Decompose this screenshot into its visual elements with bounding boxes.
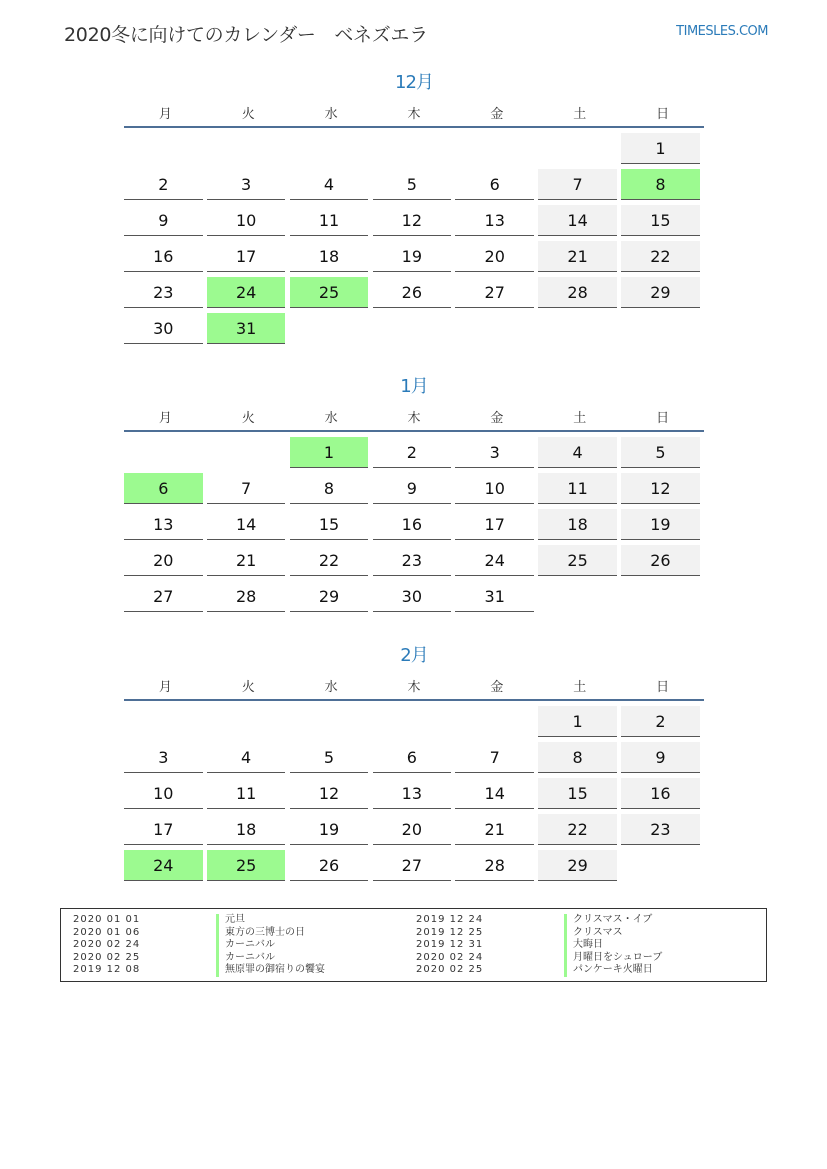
day-cell[interactable]: 2 [124,169,203,200]
weekday-label: 木 [407,679,421,695]
day-cell[interactable]: 6 [373,742,452,773]
empty-cell [207,133,286,164]
legend-date: 2019 12 31 [416,939,484,950]
day-cell[interactable]: 11 [538,473,617,504]
day-cell[interactable]: 18 [538,509,617,540]
week-row [124,814,704,850]
week-row [124,473,704,509]
day-cell[interactable]: 6 [455,169,534,200]
empty-cell [455,313,534,344]
weekday-label: 土 [573,679,587,695]
day-cell[interactable]: 25 [207,850,286,881]
empty-cell [373,133,452,164]
empty-cell [373,313,452,344]
week-row [124,313,704,349]
weekday-label: 日 [656,106,670,122]
day-cell[interactable]: 10 [124,778,203,809]
day-cell[interactable]: 23 [124,277,203,308]
month-title: 2月 [400,645,428,666]
day-cell[interactable]: 1 [290,437,369,468]
week-row [124,509,704,545]
header-divider [124,699,704,701]
legend-holiday-name: クリスマス [564,927,662,940]
day-cell[interactable]: 14 [455,778,534,809]
day-cell[interactable]: 16 [621,778,700,809]
weekday-header [124,98,704,126]
day-cell[interactable]: 19 [373,241,452,272]
day-cell[interactable]: 2 [373,437,452,468]
legend-holiday-name: 元旦 [216,914,325,927]
empty-cell [124,437,203,468]
weekday-label: 火 [241,106,255,122]
weekday-label: 土 [573,106,587,122]
day-cell[interactable]: 9 [124,205,203,236]
weekday-label: 木 [407,410,421,426]
day-cell[interactable]: 13 [455,205,534,236]
legend-left-names [216,914,325,977]
day-cell[interactable]: 12 [290,778,369,809]
empty-cell [621,850,700,881]
day-cell[interactable]: 28 [207,581,286,612]
day-cell[interactable]: 8 [538,742,617,773]
day-cell[interactable]: 1 [538,706,617,737]
day-cell[interactable]: 17 [207,241,286,272]
legend-holiday-name: 東方の三博士の日 [216,927,325,940]
page-title: 2020冬に向けてのカレンダー ベネズエラ [64,24,428,46]
week-row [124,850,704,886]
week-row [124,205,704,241]
weekday-label: 日 [656,679,670,695]
day-cell[interactable]: 30 [124,313,203,344]
weekday-label: 火 [241,410,255,426]
day-cell[interactable]: 21 [538,241,617,272]
day-cell[interactable]: 28 [455,850,534,881]
day-cell[interactable]: 5 [621,437,700,468]
empty-cell [621,581,700,612]
weekday-label: 金 [490,410,504,426]
day-cell[interactable]: 12 [373,205,452,236]
empty-cell [538,313,617,344]
day-cell[interactable]: 14 [538,205,617,236]
day-cell[interactable]: 3 [455,437,534,468]
legend-date: 2019 12 08 [73,964,141,975]
day-cell[interactable]: 11 [207,778,286,809]
legend-right-dates [416,914,483,977]
weekday-header [124,402,704,430]
day-cell[interactable]: 7 [207,473,286,504]
day-cell[interactable]: 13 [373,778,452,809]
day-cell[interactable]: 3 [124,742,203,773]
weekday-label: 月 [158,410,172,426]
day-cell[interactable]: 20 [124,545,203,576]
month-calendar [124,68,704,349]
legend-holiday-name: カーニバル [216,952,325,965]
day-cell[interactable]: 24 [124,850,203,881]
day-cell[interactable]: 2 [621,706,700,737]
week-row [124,241,704,277]
weekday-label: 水 [324,410,338,426]
day-cell[interactable]: 28 [538,277,617,308]
weekday-label: 水 [324,679,338,695]
day-cell[interactable]: 16 [373,509,452,540]
day-cell[interactable]: 13 [124,509,203,540]
day-cell[interactable]: 8 [290,473,369,504]
day-cell[interactable]: 31 [455,581,534,612]
legend-date: 2020 02 24 [416,951,484,963]
day-cell[interactable]: 29 [621,277,700,308]
day-cell[interactable]: 26 [621,545,700,576]
empty-cell [455,133,534,164]
day-cell[interactable]: 21 [455,814,534,845]
legend-holiday-name: クリスマス・イブ [564,914,662,927]
week-row [124,581,704,617]
day-cell[interactable]: 31 [207,313,286,344]
month-calendar [124,641,704,886]
legend-date: 2020 01 06 [73,926,141,938]
day-cell[interactable]: 8 [621,169,700,200]
empty-cell [621,313,700,344]
day-cell[interactable]: 14 [207,509,286,540]
week-row [124,169,704,205]
day-cell[interactable]: 15 [621,205,700,236]
week-row [124,778,704,814]
day-cell[interactable]: 4 [290,169,369,200]
weekday-label: 月 [158,106,172,122]
day-cell[interactable]: 27 [455,277,534,308]
month-title: 1月 [400,376,428,397]
day-cell[interactable]: 22 [538,814,617,845]
day-cell[interactable]: 9 [373,473,452,504]
legend-date: 2020 02 25 [416,964,484,975]
week-row [124,742,704,778]
day-cell[interactable]: 3 [207,169,286,200]
day-cell[interactable]: 21 [207,545,286,576]
day-cell[interactable]: 26 [290,850,369,881]
day-cell[interactable]: 23 [621,814,700,845]
weekday-header [124,671,704,699]
legend-right-names [564,914,662,977]
day-cell[interactable]: 27 [124,581,203,612]
month-calendar [124,372,704,617]
weekday-label: 金 [490,106,504,122]
day-cell[interactable]: 29 [290,581,369,612]
month-title: 12月 [395,72,433,93]
weekday-label: 土 [573,410,587,426]
day-cell[interactable]: 7 [455,742,534,773]
legend-date: 2020 02 24 [73,939,141,950]
empty-cell [290,313,369,344]
day-cell[interactable]: 7 [538,169,617,200]
day-cell[interactable]: 17 [455,509,534,540]
day-cell[interactable]: 22 [290,545,369,576]
legend-date: 2019 12 24 [416,914,484,925]
day-cell[interactable]: 18 [290,241,369,272]
day-cell[interactable]: 23 [373,545,452,576]
holiday-legend [60,908,767,982]
day-cell[interactable]: 1 [621,133,700,164]
legend-left-dates [73,914,140,977]
day-cell[interactable]: 11 [290,205,369,236]
day-cell[interactable]: 19 [621,509,700,540]
day-cell[interactable]: 19 [290,814,369,845]
day-cell[interactable]: 15 [290,509,369,540]
day-cell[interactable]: 24 [207,277,286,308]
weekday-label: 火 [241,679,255,695]
day-cell[interactable]: 6 [124,473,203,504]
day-cell[interactable]: 12 [621,473,700,504]
empty-cell [373,706,452,737]
header-divider [124,126,704,128]
day-cell[interactable]: 30 [373,581,452,612]
day-cell[interactable]: 17 [124,814,203,845]
legend-holiday-name: 大晦日 [564,939,662,952]
week-row [124,277,704,313]
empty-cell [455,706,534,737]
day-cell[interactable]: 25 [290,277,369,308]
day-cell[interactable]: 27 [373,850,452,881]
empty-cell [290,133,369,164]
empty-cell [207,706,286,737]
empty-cell [207,437,286,468]
day-cell[interactable]: 16 [124,241,203,272]
day-cell[interactable]: 10 [455,473,534,504]
day-cell[interactable]: 18 [207,814,286,845]
weekday-label: 日 [656,410,670,426]
week-row [124,133,704,169]
day-cell[interactable]: 4 [207,742,286,773]
empty-cell [538,133,617,164]
day-cell[interactable]: 26 [373,277,452,308]
weekday-label: 金 [490,679,504,695]
day-cell[interactable]: 4 [538,437,617,468]
day-cell[interactable]: 5 [290,742,369,773]
week-row [124,706,704,742]
brand-link[interactable]: TIMESLES.COM [676,24,768,39]
day-cell[interactable]: 5 [373,169,452,200]
day-cell[interactable]: 10 [207,205,286,236]
weekday-label: 月 [158,679,172,695]
empty-cell [124,133,203,164]
day-cell[interactable]: 24 [455,545,534,576]
weekday-label: 水 [324,106,338,122]
legend-holiday-name: パンケーキ火曜日 [564,964,662,977]
day-cell[interactable]: 9 [621,742,700,773]
empty-cell [290,706,369,737]
day-cell[interactable]: 20 [373,814,452,845]
day-cell[interactable]: 29 [538,850,617,881]
legend-holiday-name: カーニバル [216,939,325,952]
day-cell[interactable]: 22 [621,241,700,272]
header-divider [124,430,704,432]
empty-cell [124,706,203,737]
legend-holiday-name: 月曜日をシュローブ [564,952,662,965]
weekday-label: 木 [407,106,421,122]
legend-holiday-name: 無原罪の御宿りの饗宴 [216,964,325,977]
empty-cell [538,581,617,612]
legend-date: 2020 01 01 [73,914,141,925]
day-cell[interactable]: 20 [455,241,534,272]
legend-date: 2020 02 25 [73,951,141,963]
week-row [124,545,704,581]
day-cell[interactable]: 15 [538,778,617,809]
legend-date: 2019 12 25 [416,926,484,938]
week-row [124,437,704,473]
day-cell[interactable]: 25 [538,545,617,576]
